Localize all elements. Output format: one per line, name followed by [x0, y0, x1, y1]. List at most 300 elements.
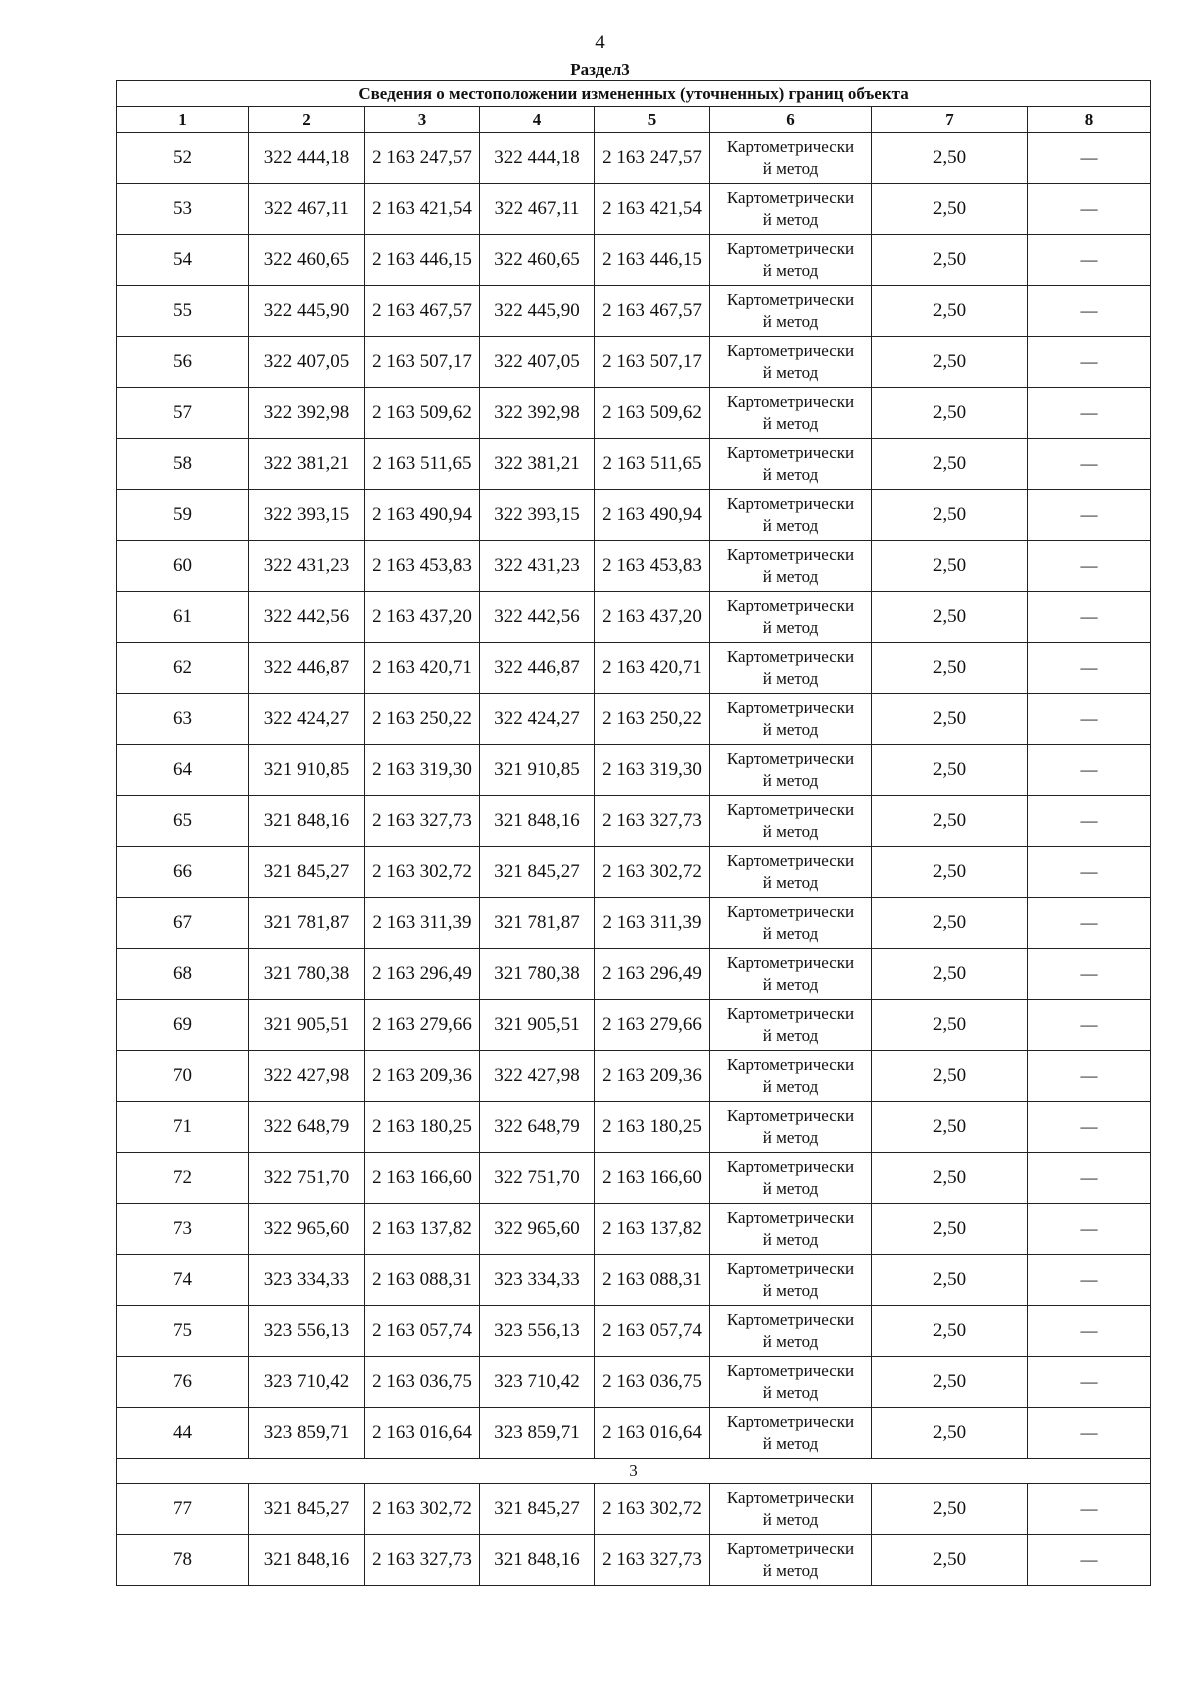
x-existing-cell: 321 905,51 — [249, 1000, 365, 1051]
y-existing-cell: 2 163 437,20 — [365, 592, 480, 643]
method-line-2: й метод — [762, 1128, 819, 1147]
method-line-2: й метод — [762, 1026, 819, 1045]
y-existing-cell: 2 163 209,36 — [365, 1051, 480, 1102]
accuracy-cell: 2,50 — [872, 796, 1028, 847]
point-number-cell: 78 — [117, 1535, 249, 1586]
y-existing-cell: 2 163 036,75 — [365, 1357, 480, 1408]
point-number-cell: 71 — [117, 1102, 249, 1153]
table-row — [117, 1357, 1151, 1408]
accuracy-cell: 2,50 — [872, 847, 1028, 898]
y-refined-cell: 2 163 453,83 — [595, 541, 710, 592]
x-refined-cell: 323 710,42 — [480, 1357, 595, 1408]
method-cell — [710, 847, 872, 898]
point-number-cell: 61 — [117, 592, 249, 643]
method-cell — [710, 1102, 872, 1153]
table-row — [117, 1051, 1151, 1102]
method-cell — [710, 796, 872, 847]
method-line-2: й метод — [762, 975, 819, 994]
description-cell: — — [1028, 847, 1151, 898]
y-refined-cell: 2 163 137,82 — [595, 1204, 710, 1255]
x-existing-cell: 322 445,90 — [249, 286, 365, 337]
point-number-cell: 63 — [117, 694, 249, 745]
method-line-1: Картометрически — [726, 392, 855, 411]
table-row — [117, 541, 1151, 592]
method-line-1: Картометрически — [726, 647, 855, 666]
table-row — [117, 796, 1151, 847]
y-existing-cell: 2 163 302,72 — [365, 1484, 480, 1535]
method-line-2: й метод — [762, 1383, 819, 1402]
method-cell — [710, 1535, 872, 1586]
y-existing-cell: 2 163 420,71 — [365, 643, 480, 694]
method-cell — [710, 949, 872, 1000]
method-line-1: Картометрически — [726, 1157, 855, 1176]
method-line-2: й метод — [762, 618, 819, 637]
method-line-1: Картометрически — [726, 1361, 855, 1380]
x-existing-cell: 323 710,42 — [249, 1357, 365, 1408]
method-line-2: й метод — [762, 465, 819, 484]
table-row — [117, 694, 1151, 745]
method-cell — [710, 1153, 872, 1204]
method-line-2: й метод — [762, 1332, 819, 1351]
accuracy-cell: 2,50 — [872, 898, 1028, 949]
description-cell: — — [1028, 592, 1151, 643]
y-existing-cell: 2 163 446,15 — [365, 235, 480, 286]
point-number-cell: 52 — [117, 133, 249, 184]
method-line-2: й метод — [762, 1561, 819, 1580]
x-refined-cell: 321 781,87 — [480, 898, 595, 949]
x-existing-cell: 322 751,70 — [249, 1153, 365, 1204]
y-existing-cell: 2 163 319,30 — [365, 745, 480, 796]
y-existing-cell: 2 163 088,31 — [365, 1255, 480, 1306]
x-refined-cell: 323 334,33 — [480, 1255, 595, 1306]
point-number-cell: 67 — [117, 898, 249, 949]
x-refined-cell: 322 424,27 — [480, 694, 595, 745]
accuracy-cell: 2,50 — [872, 592, 1028, 643]
method-cell — [710, 490, 872, 541]
accuracy-cell: 2,50 — [872, 745, 1028, 796]
y-refined-cell: 2 163 166,60 — [595, 1153, 710, 1204]
y-existing-cell: 2 163 490,94 — [365, 490, 480, 541]
accuracy-cell: 2,50 — [872, 541, 1028, 592]
point-number-cell: 60 — [117, 541, 249, 592]
point-number-cell: 57 — [117, 388, 249, 439]
table-row — [117, 1000, 1151, 1051]
x-existing-cell: 322 427,98 — [249, 1051, 365, 1102]
x-existing-cell: 321 848,16 — [249, 1535, 365, 1586]
method-line-1: Картометрически — [726, 953, 855, 972]
y-refined-cell: 2 163 509,62 — [595, 388, 710, 439]
table-row — [117, 898, 1151, 949]
x-existing-cell: 322 393,15 — [249, 490, 365, 541]
column-header: 8 — [1028, 107, 1151, 133]
x-refined-cell: 322 965,60 — [480, 1204, 595, 1255]
x-existing-cell: 322 648,79 — [249, 1102, 365, 1153]
x-existing-cell: 322 467,11 — [249, 184, 365, 235]
y-existing-cell: 2 163 016,64 — [365, 1408, 480, 1459]
method-cell — [710, 1306, 872, 1357]
y-refined-cell: 2 163 311,39 — [595, 898, 710, 949]
description-cell: — — [1028, 694, 1151, 745]
accuracy-cell: 2,50 — [872, 490, 1028, 541]
method-line-1: Картометрически — [726, 443, 855, 462]
description-cell: — — [1028, 1357, 1151, 1408]
y-existing-cell: 2 163 302,72 — [365, 847, 480, 898]
x-refined-cell: 321 845,27 — [480, 847, 595, 898]
method-line-2: й метод — [762, 822, 819, 841]
x-refined-cell: 321 910,85 — [480, 745, 595, 796]
column-header: 5 — [595, 107, 710, 133]
method-line-1: Картометрически — [726, 1539, 855, 1558]
method-cell — [710, 745, 872, 796]
point-number-cell: 53 — [117, 184, 249, 235]
accuracy-cell: 2,50 — [872, 286, 1028, 337]
method-cell — [710, 1000, 872, 1051]
table-row — [117, 1408, 1151, 1459]
x-existing-cell: 321 780,38 — [249, 949, 365, 1000]
point-number-cell: 70 — [117, 1051, 249, 1102]
description-cell: — — [1028, 1255, 1151, 1306]
method-line-1: Картометрически — [726, 596, 855, 615]
x-refined-cell: 321 848,16 — [480, 796, 595, 847]
column-header-row — [117, 107, 1151, 133]
x-existing-cell: 322 407,05 — [249, 337, 365, 388]
x-existing-cell: 322 392,98 — [249, 388, 365, 439]
y-refined-cell: 2 163 490,94 — [595, 490, 710, 541]
y-refined-cell: 2 163 421,54 — [595, 184, 710, 235]
method-line-2: й метод — [762, 1230, 819, 1249]
method-cell — [710, 184, 872, 235]
accuracy-cell: 2,50 — [872, 1204, 1028, 1255]
method-line-1: Картометрически — [726, 545, 855, 564]
x-refined-cell: 322 446,87 — [480, 643, 595, 694]
accuracy-cell: 2,50 — [872, 388, 1028, 439]
table-row — [117, 1484, 1151, 1535]
method-cell — [710, 1408, 872, 1459]
x-refined-cell: 322 460,65 — [480, 235, 595, 286]
description-cell: — — [1028, 133, 1151, 184]
method-cell — [710, 286, 872, 337]
y-existing-cell: 2 163 166,60 — [365, 1153, 480, 1204]
y-refined-cell: 2 163 302,72 — [595, 1484, 710, 1535]
point-number-cell: 56 — [117, 337, 249, 388]
x-refined-cell: 322 407,05 — [480, 337, 595, 388]
page-number: 4 — [595, 32, 605, 53]
point-number-cell: 73 — [117, 1204, 249, 1255]
accuracy-cell: 2,50 — [872, 1255, 1028, 1306]
y-existing-cell: 2 163 057,74 — [365, 1306, 480, 1357]
x-refined-cell: 321 848,16 — [480, 1535, 595, 1586]
x-existing-cell: 323 334,33 — [249, 1255, 365, 1306]
x-refined-cell: 322 444,18 — [480, 133, 595, 184]
point-number-cell: 55 — [117, 286, 249, 337]
description-cell: — — [1028, 235, 1151, 286]
point-number-cell: 59 — [117, 490, 249, 541]
x-existing-cell: 321 848,16 — [249, 796, 365, 847]
accuracy-cell: 2,50 — [872, 184, 1028, 235]
method-line-2: й метод — [762, 567, 819, 586]
method-line-1: Картометрически — [726, 239, 855, 258]
accuracy-cell: 2,50 — [872, 337, 1028, 388]
x-existing-cell: 323 556,13 — [249, 1306, 365, 1357]
method-line-2: й метод — [762, 924, 819, 943]
method-cell — [710, 337, 872, 388]
description-cell: — — [1028, 796, 1151, 847]
column-header: 2 — [249, 107, 365, 133]
table-row — [117, 1102, 1151, 1153]
x-refined-cell: 322 648,79 — [480, 1102, 595, 1153]
method-line-1: Картометрически — [726, 851, 855, 870]
method-cell — [710, 694, 872, 745]
y-existing-cell: 2 163 509,62 — [365, 388, 480, 439]
y-existing-cell: 2 163 296,49 — [365, 949, 480, 1000]
method-cell — [710, 1357, 872, 1408]
x-existing-cell: 322 442,56 — [249, 592, 365, 643]
boundary-coordinates-table — [116, 80, 1151, 1586]
y-existing-cell: 2 163 327,73 — [365, 1535, 480, 1586]
table-row — [117, 1204, 1151, 1255]
table-row — [117, 745, 1151, 796]
y-refined-cell: 2 163 036,75 — [595, 1357, 710, 1408]
y-existing-cell: 2 163 279,66 — [365, 1000, 480, 1051]
description-cell: — — [1028, 1408, 1151, 1459]
table-row — [117, 184, 1151, 235]
method-cell — [710, 1255, 872, 1306]
description-cell: — — [1028, 1153, 1151, 1204]
point-number-cell: 58 — [117, 439, 249, 490]
y-existing-cell: 2 163 250,22 — [365, 694, 480, 745]
y-refined-cell: 2 163 057,74 — [595, 1306, 710, 1357]
method-cell — [710, 1051, 872, 1102]
y-refined-cell: 2 163 088,31 — [595, 1255, 710, 1306]
description-cell: — — [1028, 1051, 1151, 1102]
table-row — [117, 235, 1151, 286]
method-line-2: й метод — [762, 1179, 819, 1198]
accuracy-cell: 2,50 — [872, 643, 1028, 694]
method-cell — [710, 1204, 872, 1255]
x-existing-cell: 322 460,65 — [249, 235, 365, 286]
point-number-cell: 72 — [117, 1153, 249, 1204]
x-existing-cell: 322 381,21 — [249, 439, 365, 490]
description-cell: — — [1028, 1000, 1151, 1051]
description-cell: — — [1028, 1102, 1151, 1153]
table-row — [117, 592, 1151, 643]
description-cell: — — [1028, 745, 1151, 796]
method-line-1: Картометрически — [726, 749, 855, 768]
method-cell — [710, 898, 872, 949]
column-header: 6 — [710, 107, 872, 133]
y-refined-cell: 2 163 420,71 — [595, 643, 710, 694]
y-existing-cell: 2 163 453,83 — [365, 541, 480, 592]
method-line-2: й метод — [762, 1434, 819, 1453]
description-cell: — — [1028, 337, 1151, 388]
y-refined-cell: 2 163 511,65 — [595, 439, 710, 490]
accuracy-cell: 2,50 — [872, 439, 1028, 490]
y-refined-cell: 2 163 437,20 — [595, 592, 710, 643]
y-refined-cell: 2 163 446,15 — [595, 235, 710, 286]
method-line-2: й метод — [762, 873, 819, 892]
point-number-cell: 77 — [117, 1484, 249, 1535]
column-header: 4 — [480, 107, 595, 133]
y-existing-cell: 2 163 311,39 — [365, 898, 480, 949]
point-number-cell: 64 — [117, 745, 249, 796]
method-line-1: Картометрически — [726, 1055, 855, 1074]
point-number-cell: 69 — [117, 1000, 249, 1051]
y-refined-cell: 2 163 296,49 — [595, 949, 710, 1000]
section-title: Раздел3 — [570, 60, 630, 79]
table-row — [117, 949, 1151, 1000]
x-existing-cell: 323 859,71 — [249, 1408, 365, 1459]
x-refined-cell: 322 392,98 — [480, 388, 595, 439]
x-refined-cell: 322 427,98 — [480, 1051, 595, 1102]
description-cell: — — [1028, 643, 1151, 694]
y-refined-cell: 2 163 327,73 — [595, 1535, 710, 1586]
y-existing-cell: 2 163 467,57 — [365, 286, 480, 337]
method-line-2: й метод — [762, 414, 819, 433]
table-row — [117, 1306, 1151, 1357]
method-line-2: й метод — [762, 261, 819, 280]
x-refined-cell: 321 780,38 — [480, 949, 595, 1000]
y-existing-cell: 2 163 421,54 — [365, 184, 480, 235]
accuracy-cell: 2,50 — [872, 1408, 1028, 1459]
x-refined-cell: 321 845,27 — [480, 1484, 595, 1535]
y-refined-cell: 2 163 507,17 — [595, 337, 710, 388]
point-number-cell: 76 — [117, 1357, 249, 1408]
x-existing-cell: 321 910,85 — [249, 745, 365, 796]
y-refined-cell: 2 163 279,66 — [595, 1000, 710, 1051]
method-cell — [710, 541, 872, 592]
method-line-1: Картометрически — [726, 1259, 855, 1278]
table-row — [117, 388, 1151, 439]
method-cell — [710, 133, 872, 184]
description-cell: — — [1028, 1484, 1151, 1535]
description-cell: — — [1028, 1306, 1151, 1357]
method-line-1: Картометрически — [726, 341, 855, 360]
description-cell: — — [1028, 184, 1151, 235]
column-header: 3 — [365, 107, 480, 133]
accuracy-cell: 2,50 — [872, 133, 1028, 184]
method-line-1: Картометрически — [726, 902, 855, 921]
method-cell — [710, 388, 872, 439]
method-line-2: й метод — [762, 516, 819, 535]
method-line-1: Картометрически — [726, 1310, 855, 1329]
accuracy-cell: 2,50 — [872, 949, 1028, 1000]
x-existing-cell: 322 444,18 — [249, 133, 365, 184]
y-existing-cell: 2 163 511,65 — [365, 439, 480, 490]
description-cell: — — [1028, 1535, 1151, 1586]
accuracy-cell: 2,50 — [872, 1000, 1028, 1051]
method-cell — [710, 592, 872, 643]
x-refined-cell: 322 467,11 — [480, 184, 595, 235]
table-row — [117, 1535, 1151, 1586]
y-refined-cell: 2 163 250,22 — [595, 694, 710, 745]
x-refined-cell: 322 381,21 — [480, 439, 595, 490]
accuracy-cell: 2,50 — [872, 1153, 1028, 1204]
x-refined-cell: 323 859,71 — [480, 1408, 595, 1459]
y-existing-cell: 2 163 137,82 — [365, 1204, 480, 1255]
accuracy-cell: 2,50 — [872, 1051, 1028, 1102]
table-row — [117, 847, 1151, 898]
method-line-1: Картометрически — [726, 290, 855, 309]
y-refined-cell: 2 163 319,30 — [595, 745, 710, 796]
x-refined-cell: 322 442,56 — [480, 592, 595, 643]
method-line-1: Картометрически — [726, 1412, 855, 1431]
method-line-1: Картометрически — [726, 1004, 855, 1023]
y-existing-cell: 2 163 247,57 — [365, 133, 480, 184]
y-refined-cell: 2 163 467,57 — [595, 286, 710, 337]
table-row — [117, 1255, 1151, 1306]
point-number-cell: 44 — [117, 1408, 249, 1459]
x-refined-cell: 321 905,51 — [480, 1000, 595, 1051]
y-refined-cell: 2 163 016,64 — [595, 1408, 710, 1459]
method-line-1: Картометрически — [726, 1208, 855, 1227]
method-line-2: й метод — [762, 363, 819, 382]
accuracy-cell: 2,50 — [872, 1306, 1028, 1357]
contour-label: 3 — [117, 1459, 1151, 1484]
table-caption: Сведения о местоположении измененных (уточненных) границ объекта — [117, 81, 1151, 107]
y-existing-cell: 2 163 327,73 — [365, 796, 480, 847]
y-refined-cell: 2 163 327,73 — [595, 796, 710, 847]
accuracy-cell: 2,50 — [872, 1357, 1028, 1408]
table-caption-row — [117, 81, 1151, 107]
x-refined-cell: 322 431,23 — [480, 541, 595, 592]
method-line-2: й метод — [762, 669, 819, 688]
point-number-cell: 66 — [117, 847, 249, 898]
x-existing-cell: 322 965,60 — [249, 1204, 365, 1255]
y-refined-cell: 2 163 302,72 — [595, 847, 710, 898]
x-refined-cell: 322 445,90 — [480, 286, 595, 337]
point-number-cell: 68 — [117, 949, 249, 1000]
table-body — [117, 81, 1151, 1586]
description-cell: — — [1028, 490, 1151, 541]
method-line-2: й метод — [762, 1510, 819, 1529]
description-cell: — — [1028, 898, 1151, 949]
method-line-2: й метод — [762, 210, 819, 229]
x-existing-cell: 321 845,27 — [249, 1484, 365, 1535]
description-cell: — — [1028, 541, 1151, 592]
table-row — [117, 286, 1151, 337]
accuracy-cell: 2,50 — [872, 1484, 1028, 1535]
point-number-cell: 62 — [117, 643, 249, 694]
column-header: 7 — [872, 107, 1028, 133]
table-row — [117, 490, 1151, 541]
point-number-cell: 75 — [117, 1306, 249, 1357]
point-number-cell: 54 — [117, 235, 249, 286]
accuracy-cell: 2,50 — [872, 1535, 1028, 1586]
table-row — [117, 643, 1151, 694]
method-line-1: Картометрически — [726, 137, 855, 156]
contour-label-row — [117, 1459, 1151, 1484]
x-refined-cell: 322 393,15 — [480, 490, 595, 541]
method-line-1: Картометрически — [726, 1488, 855, 1507]
x-existing-cell: 322 431,23 — [249, 541, 365, 592]
description-cell: — — [1028, 388, 1151, 439]
accuracy-cell: 2,50 — [872, 235, 1028, 286]
point-number-cell: 65 — [117, 796, 249, 847]
method-line-1: Картометрически — [726, 494, 855, 513]
accuracy-cell: 2,50 — [872, 694, 1028, 745]
y-existing-cell: 2 163 507,17 — [365, 337, 480, 388]
x-existing-cell: 322 424,27 — [249, 694, 365, 745]
method-line-1: Картометрически — [726, 800, 855, 819]
column-header: 1 — [117, 107, 249, 133]
method-line-2: й метод — [762, 720, 819, 739]
method-line-1: Картометрически — [726, 1106, 855, 1125]
description-cell: — — [1028, 439, 1151, 490]
x-existing-cell: 321 781,87 — [249, 898, 365, 949]
x-refined-cell: 323 556,13 — [480, 1306, 595, 1357]
method-cell — [710, 235, 872, 286]
method-cell — [710, 439, 872, 490]
